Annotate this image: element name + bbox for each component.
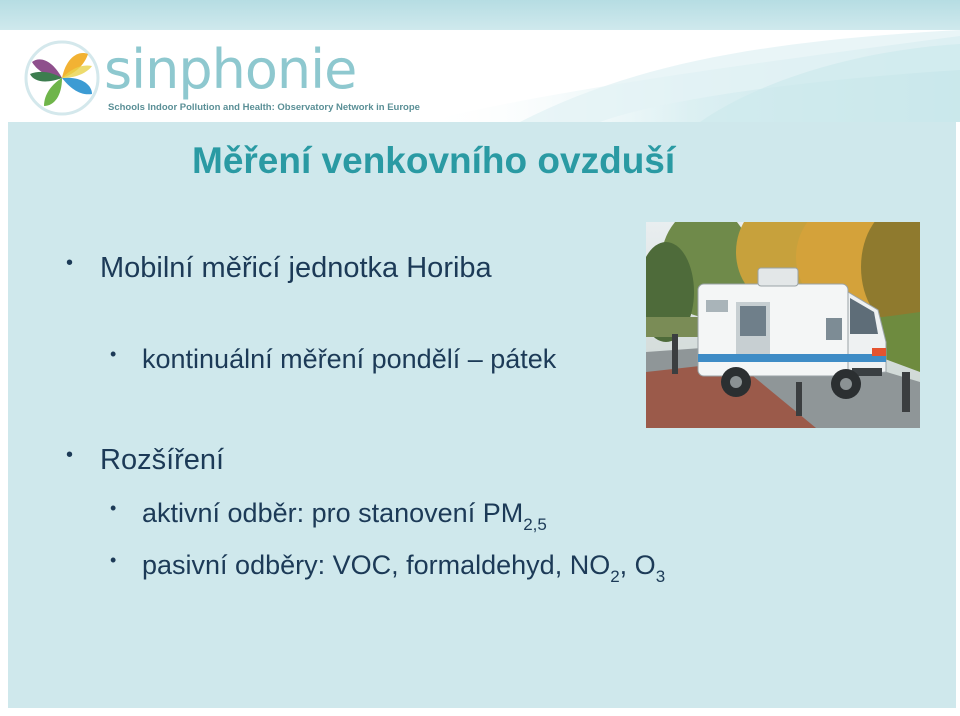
bullet-dot-icon: • [110, 550, 117, 570]
mobile-measurement-van-photo [646, 222, 920, 428]
bullet-item-extension [66, 444, 225, 477]
van-photo-illustration [646, 222, 920, 428]
bullet-dot-icon: • [66, 444, 74, 466]
bullet-text: kontinuální měření pondělí – pátek [142, 344, 557, 374]
logo-tagline: Schools Indoor Pollution and Health: Observatory Network in Europe [108, 102, 420, 113]
bullet-subscript: 2,5 [523, 515, 547, 534]
bullet-text: aktivní odběr: pro stanovení PM [142, 498, 524, 528]
bullet-text-after: , O [619, 550, 656, 580]
flower-logo-icon [22, 40, 102, 116]
bullet-item-passive-sampling [110, 550, 666, 587]
bottom-strip [0, 708, 960, 716]
bullet-item-active-sampling [110, 498, 547, 535]
bullet-text: Rozšíření [100, 444, 225, 476]
bullet-subscript: 2 [610, 567, 620, 586]
logo-wordmark: sinphonie [104, 38, 357, 101]
bullet-dot-icon: • [66, 252, 74, 274]
bullet-item-horiba [66, 252, 492, 285]
bullet-text: pasivní odběry: VOC, formaldehyd, NO [142, 550, 611, 580]
page-title: Měření venkovního ovzduší [192, 140, 676, 181]
header [0, 30, 960, 122]
bullet-text: Mobilní měřicí jednotka Horiba [100, 252, 492, 284]
bullet-dot-icon: • [110, 344, 117, 364]
top-bar [0, 0, 960, 30]
bullet-subscript: 3 [655, 567, 666, 586]
bullet-dot-icon: • [110, 498, 117, 518]
bullet-item-continuous [110, 344, 557, 375]
